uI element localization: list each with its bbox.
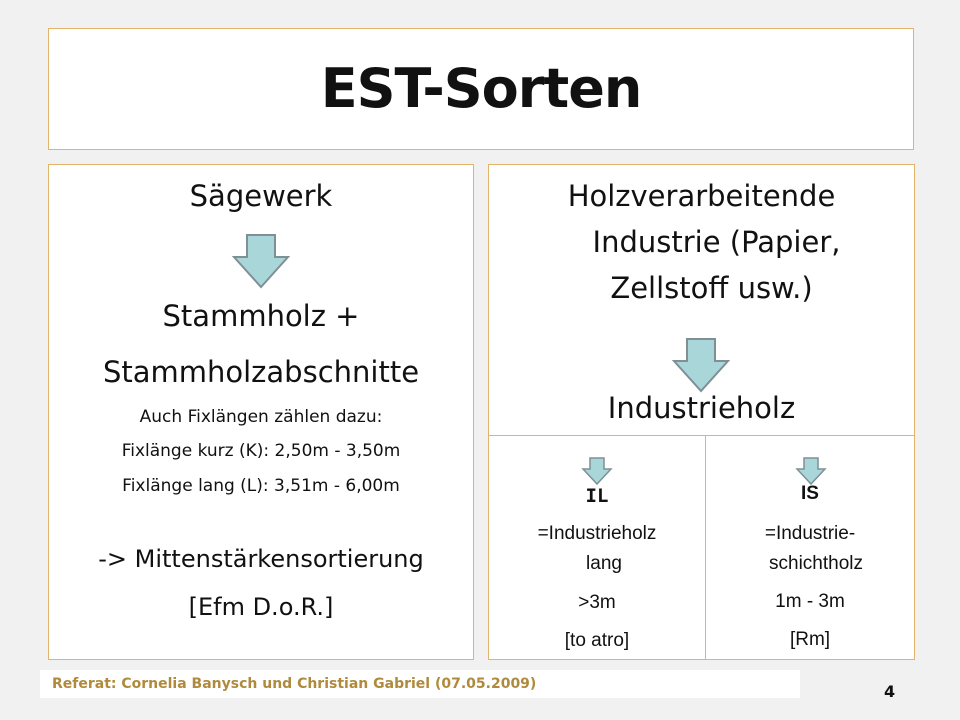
- il-cell: [489, 435, 705, 659]
- il-desc-line1: =Industrieholz: [537, 523, 657, 544]
- il-desc-line2: lang: [586, 553, 622, 574]
- sawmill-heading: Sägewerk: [189, 179, 333, 213]
- il-size: >3m: [578, 592, 616, 613]
- industry-heading-line3: Zellstoff usw.): [610, 271, 813, 305]
- industrieholz-label: Industrieholz: [607, 391, 796, 425]
- down-arrow-icon: [672, 337, 730, 393]
- footer-credit: Referat: Cornelia Banysch und Christian Gabriel (07.05.2009): [52, 676, 537, 692]
- is-unit: [Rm]: [789, 629, 831, 650]
- fixlength-note: Auch Fixlängen zählen dazu:: [139, 407, 383, 427]
- stammholz-line1: Stammholz +: [162, 299, 360, 333]
- is-code: IS: [801, 483, 819, 504]
- slide-title: EST-Sorten: [320, 57, 642, 120]
- fixlength-long: Fixlänge lang (L): 3,51m - 6,00m: [122, 476, 400, 496]
- down-arrow-icon: [232, 233, 290, 289]
- industry-panel: [488, 164, 915, 660]
- footer-bar: [40, 670, 800, 698]
- page-number: 4: [884, 682, 896, 701]
- sawmill-unit: [Efm D.o.R.]: [188, 593, 334, 621]
- industry-heading-line1: Holzverarbeitende: [567, 179, 836, 213]
- stammholz-line2: Stammholzabschnitte: [102, 355, 420, 389]
- is-size: 1m - 3m: [775, 591, 845, 612]
- is-desc-line1: =Industrie-: [764, 523, 856, 544]
- is-cell: [706, 435, 914, 659]
- fixlength-short: Fixlänge kurz (K): 2,50m - 3,50m: [121, 441, 401, 461]
- sorting-line: -> Mittenstärkensortierung: [98, 545, 424, 573]
- down-arrow-icon: [795, 457, 827, 485]
- sawmill-panel: [48, 164, 474, 660]
- title-box: [48, 28, 914, 150]
- il-code: IL: [585, 485, 609, 507]
- il-unit: [to atro]: [564, 630, 630, 651]
- is-desc-line2: schichtholz: [769, 553, 863, 574]
- down-arrow-icon: [581, 457, 613, 485]
- industry-heading-line2: Industrie (Papier,: [592, 225, 841, 259]
